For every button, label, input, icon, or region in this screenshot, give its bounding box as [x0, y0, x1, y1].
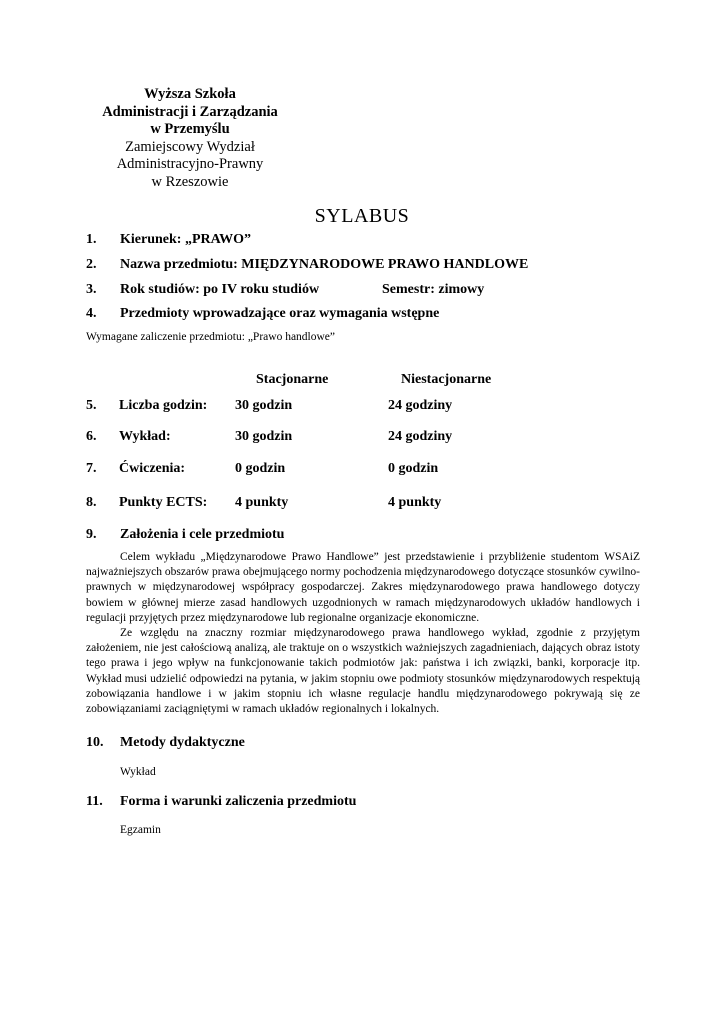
row-niestacjonarne-value: 0 godzin [388, 461, 439, 476]
section-heading: Forma i warunki zaliczenia przedmiotu [120, 794, 357, 809]
page-title: SYLABUS [314, 205, 410, 227]
section-3 [86, 281, 646, 299]
section-heading: Nazwa przedmiotu: MIĘDZYNARODOWE PRAWO HANDLOWE [120, 257, 529, 272]
goals-description [86, 550, 640, 717]
section-number: 2. [86, 257, 97, 272]
row-stacjonarne-value: 30 godzin [235, 429, 293, 444]
row-stacjonarne-value: 0 godzin [235, 461, 286, 476]
section-number: 1. [86, 232, 97, 247]
header-line-2: Administracji i Zarządzania [102, 103, 278, 120]
column-header-niestacjonarne: Niestacjonarne [401, 372, 492, 387]
table-row [86, 428, 646, 446]
section-number: 4. [86, 306, 97, 321]
goals-paragraph-1: Celem wykładu „Międzynarodowe Prawo Handlowe” jest przedstawienie i przybliżenie studentom WSAiZ najważniejszych obszarów prawa obejmującego normy pochodzenia międzynarodowego dotyczące stosunków cywilno-prawnych w międzynarodowej współpracy gospodarczej. Zakres międzynarodowego prawa handlowego dotyczy bowiem w głównej mierze zasad handlowych uzgodnionych w ramach międzynarodowych układów handlowych i regulacji przyjętych przez międzynarodowe lub regionalne organizacje ekonomiczne. [86, 551, 640, 624]
row-number: 8. [86, 495, 97, 510]
header-line-6: w Rzeszowie [151, 173, 229, 190]
row-number: 5. [86, 398, 97, 413]
row-label: Wykład: [119, 429, 171, 444]
row-number: 6. [86, 429, 97, 444]
section-heading: Rok studiów: po IV roku studiów [120, 282, 320, 297]
section-number: 9. [86, 527, 97, 542]
section-heading: Kierunek: „PRAWO” [120, 232, 252, 247]
column-header-stacjonarne: Stacjonarne [256, 372, 329, 387]
row-label: Ćwiczenia: [119, 461, 186, 476]
row-label: Liczba godzin: [119, 398, 208, 413]
section-heading: Założenia i cele przedmiotu [120, 527, 285, 542]
row-stacjonarne-value: 30 godzin [235, 398, 293, 413]
section-number: 11. [86, 794, 103, 809]
assessment-form-content: Egzamin [120, 824, 161, 836]
didactic-methods-content: Wykład [120, 766, 156, 778]
table-row [86, 460, 646, 478]
section-number: 3. [86, 282, 97, 297]
header-line-3: w Przemyślu [150, 121, 230, 137]
row-niestacjonarne-value: 24 godziny [388, 398, 453, 413]
table-row [86, 397, 646, 415]
row-number: 7. [86, 461, 97, 476]
prerequisite-note: Wymagane zaliczenie przedmiotu: „Prawo handlowe” [86, 331, 336, 343]
semester-label: Semestr: zimowy [382, 282, 485, 297]
row-label: Punkty ECTS: [119, 495, 208, 510]
row-stacjonarne-value: 4 punkty [235, 495, 289, 510]
row-niestacjonarne-value: 24 godziny [388, 429, 453, 444]
institution-header [90, 86, 290, 191]
goals-paragraph-2: Ze względu na znaczny rozmiar międzynarodowego prawa handlowego wykład, zgodnie z przyjętym założeniem, nie jest całościową analizą, ale traktuje on o wszystkich ważniejszych zagadnieniach, dających obraz istoty tego prawa i jego wpływ na funkcjonowanie takich podmiotów jak: państwa i ich związki, banki, korporacje itp. Wykład musi udzielić odpowiedzi na pytania, w jakim stopniu owe podmioty stosunków międzynarodowych respektują zobowiązania handlowe i w jakim stopniu ich własne regulacje handlu międzynarodowego pokrywają się ze zobowiązaniami zaciągniętymi w ramach układów regionalnych i lokalnych. [86, 627, 640, 716]
section-heading: Przedmioty wprowadzające oraz wymagania wstępne [120, 306, 440, 321]
header-line-1: Wyższa Szkoła [144, 86, 236, 102]
section-number: 10. [86, 735, 104, 750]
header-line-4: Zamiejscowy Wydział [125, 138, 255, 155]
row-niestacjonarne-value: 4 punkty [388, 495, 442, 510]
table-row [86, 494, 646, 512]
section-heading: Metody dydaktyczne [120, 735, 245, 750]
header-line-5: Administracyjno-Prawny [116, 156, 264, 172]
